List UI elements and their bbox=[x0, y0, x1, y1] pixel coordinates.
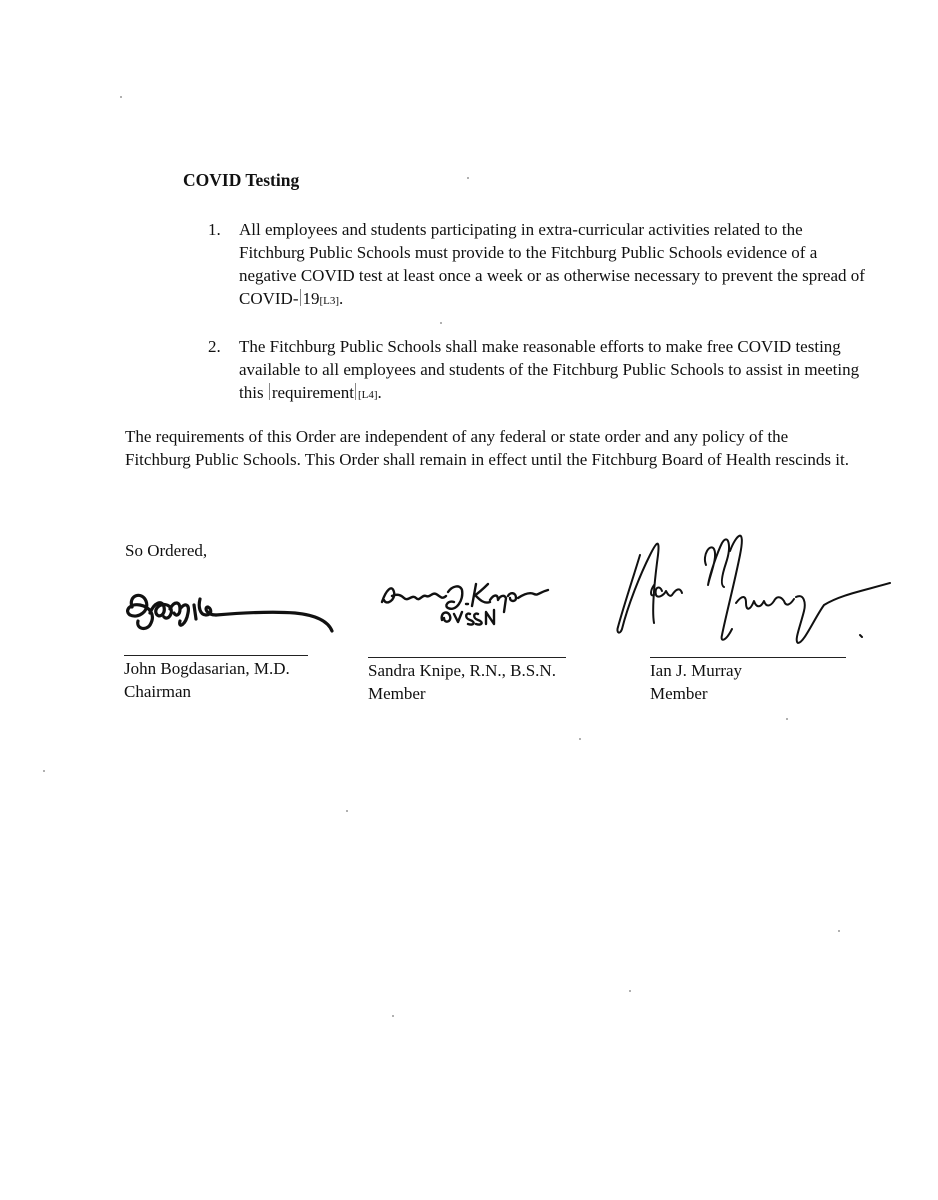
signature-murray bbox=[610, 515, 900, 655]
so-ordered-text: So Ordered, bbox=[125, 541, 208, 560]
scan-speck bbox=[346, 810, 348, 812]
signatory-title: Chairman bbox=[124, 682, 192, 701]
section-heading: COVID Testing bbox=[183, 170, 300, 190]
list-item bbox=[208, 218, 868, 313]
scan-speck bbox=[392, 1015, 394, 1017]
comment-marker bbox=[269, 383, 271, 400]
signature-line bbox=[650, 657, 846, 658]
signature-line bbox=[368, 657, 566, 658]
signatory-title: Member bbox=[368, 684, 426, 703]
comment-reference: [L4] bbox=[357, 389, 378, 401]
comment-marker bbox=[355, 383, 357, 400]
scan-speck bbox=[440, 322, 442, 324]
list-item-text bbox=[239, 218, 868, 313]
list-item bbox=[208, 335, 868, 407]
signature-line bbox=[124, 655, 308, 656]
list-item-number: 1. bbox=[208, 220, 221, 239]
comment-reference: [L3] bbox=[319, 295, 340, 307]
signatory-name: Ian J. Murray bbox=[650, 661, 743, 680]
scan-speck bbox=[120, 96, 122, 98]
list-item-tail: requirement bbox=[271, 383, 354, 402]
signature-knipe bbox=[378, 572, 568, 632]
signature-bogdasarian bbox=[120, 585, 340, 645]
scan-speck bbox=[43, 770, 45, 772]
scan-speck bbox=[786, 718, 788, 720]
list-item-text bbox=[239, 335, 868, 407]
comment-marker bbox=[300, 289, 302, 306]
numbered-list bbox=[208, 218, 868, 429]
list-item-end: . bbox=[339, 289, 344, 308]
list-item-body: The Fitchburg Public Schools shall make reasonable efforts to make free COVID testing available to all employees and students of the Fitchburg Public Schools to assist in meeting this bbox=[239, 337, 860, 402]
signatory-title: Member bbox=[650, 684, 708, 703]
list-item-end: . bbox=[377, 383, 382, 402]
scan-speck bbox=[579, 738, 581, 740]
scan-speck bbox=[467, 177, 469, 179]
signatory-name: Sandra Knipe, R.N., B.S.N. bbox=[368, 661, 556, 680]
scan-speck bbox=[838, 930, 840, 932]
list-item-body: All employees and students participating in extra-curricular activities related to the Fitchburg Public Schools must provide to the Fitchburg Public Schools evidence of a negative COVID test at least once a week or as otherwise necessary to prevent the spread of COVID- bbox=[239, 220, 865, 308]
list-item-tail: 19 bbox=[302, 289, 320, 308]
scan-speck bbox=[629, 990, 631, 992]
signatory-name: John Bogdasarian, M.D. bbox=[124, 659, 290, 678]
closing-paragraph: The requirements of this Order are independent of any federal or state order and any policy of the Fitchburg Public Schools. This Order shall remain in effect until the Fitchburg Board of Health rescinds it. bbox=[125, 427, 849, 469]
list-item-number: 2. bbox=[208, 337, 221, 356]
